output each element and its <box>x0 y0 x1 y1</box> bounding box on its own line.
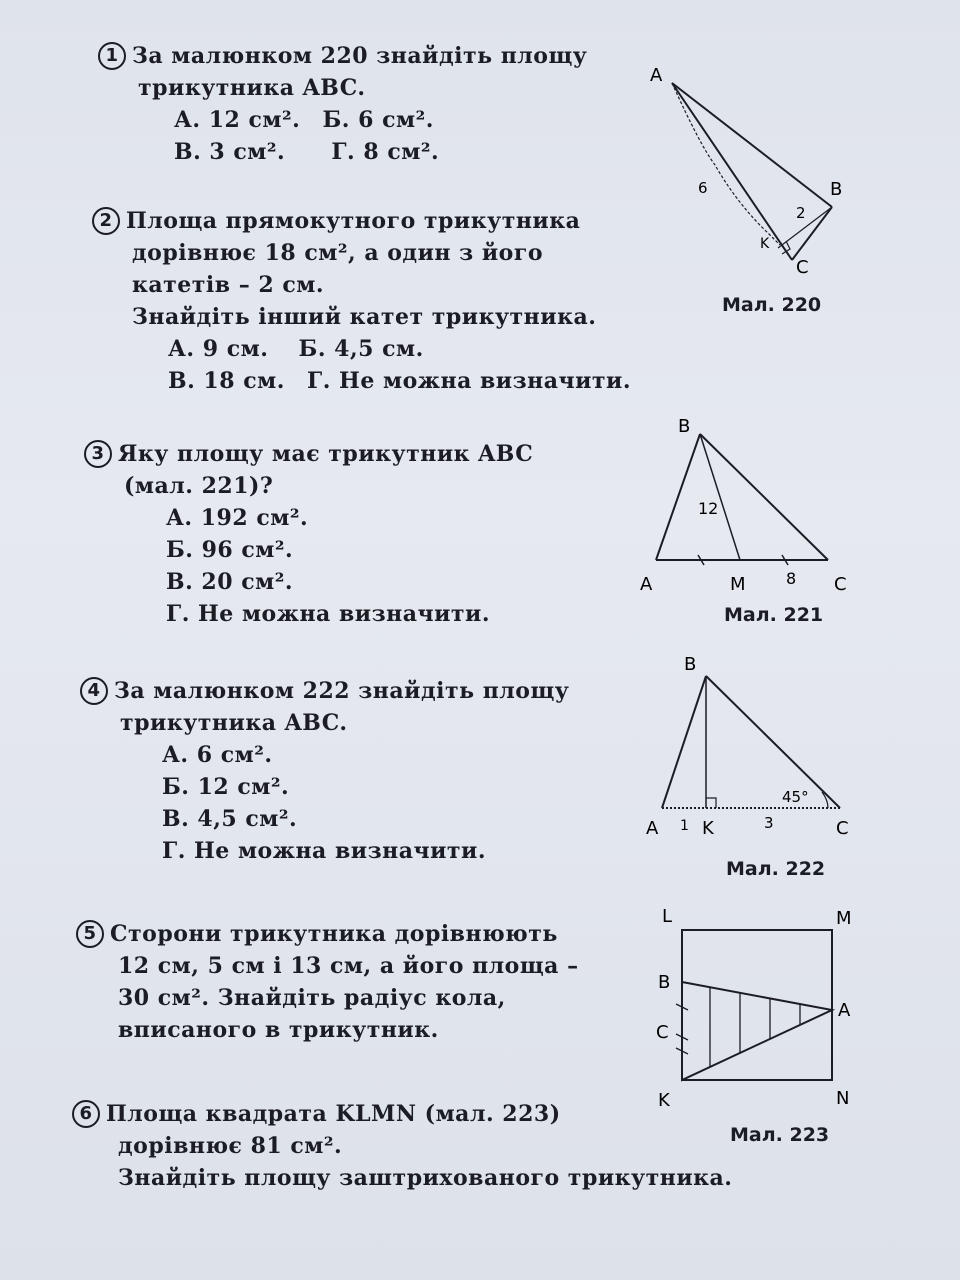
fig223-label-n: N <box>836 1088 850 1109</box>
fig220-side-ac <box>672 83 792 260</box>
fig222-label-a: A <box>646 818 659 839</box>
task-2-line-2: дорівнює 18 см², а один з його <box>132 240 543 266</box>
task-1-line-1: 1 За малюнком 220 знайдіть площу <box>98 40 587 72</box>
task-5-line-4: вписаного в трикутник. <box>118 1017 439 1043</box>
fig223-caption: Мал. 223 <box>730 1124 830 1146</box>
task-1-option-a: А. 12 см². <box>174 107 301 133</box>
fig223-label-c: C <box>656 1022 669 1043</box>
task-3-number: 3 <box>84 440 112 468</box>
task-1-option-d: Г. 8 см². <box>331 139 440 165</box>
task-2-option-d: Г. Не можна визначити. <box>307 368 632 394</box>
task-6-line-2: дорівнює 81 см². <box>118 1133 343 1159</box>
fig223-label-l: L <box>662 906 673 927</box>
fig220-label-c: C <box>796 257 809 278</box>
fig221-label-c: C <box>834 574 847 595</box>
fig220-length-ak: 6 <box>698 179 708 197</box>
task-3-option-c: В. 20 см². <box>166 569 293 595</box>
task-5-number: 5 <box>76 920 104 948</box>
task-6 <box>72 1098 732 1194</box>
task-4-line-2: трикутника ABC. <box>120 710 348 736</box>
task-3-option-d: Г. Не можна визначити. <box>166 601 490 627</box>
fig223-label-k: K <box>658 1090 670 1111</box>
fig221-label-m: M <box>730 574 746 595</box>
task-6-line-1: 6 Площа квадрата KLMN (мал. 223) <box>72 1098 732 1130</box>
task-3-option-b: Б. 96 см². <box>166 537 294 563</box>
fig223-label-a: A <box>838 1000 851 1021</box>
fig222-label-b: B <box>684 654 697 675</box>
fig220-side-ab <box>672 83 832 207</box>
fig222-side-ab <box>662 676 706 808</box>
fig221-side-ab <box>656 434 700 560</box>
figure-221 <box>630 410 870 600</box>
task-1-line-2: трикутника ABC. <box>138 75 366 101</box>
fig220-length-bk: 2 <box>796 204 806 222</box>
figure-223 <box>648 900 868 1120</box>
task-3-line-2: (мал. 221)? <box>124 473 274 499</box>
fig222-caption: Мал. 222 <box>726 858 826 880</box>
task-2-number: 2 <box>92 207 120 235</box>
task-2-options-row-1 <box>92 333 631 365</box>
fig223-label-b: B <box>658 972 671 993</box>
fig221-length-mc: 8 <box>786 569 797 588</box>
fig221-label-a: A <box>640 574 653 595</box>
task-4-option-d: Г. Не можна визначити. <box>162 838 486 864</box>
fig223-label-m: M <box>836 908 852 929</box>
task-6-number: 6 <box>72 1100 100 1128</box>
fig220-label-a: A <box>650 65 663 86</box>
fig220-label-b: B <box>830 179 843 200</box>
fig221-caption: Мал. 221 <box>724 604 824 626</box>
fig221-length-bm: 12 <box>698 499 719 518</box>
fig222-right-angle-mark <box>706 798 716 808</box>
task-4-option-c: В. 4,5 см². <box>162 806 298 832</box>
task-4-number: 4 <box>80 677 108 705</box>
task-3-line-1: 3 Яку площу має трикутник ABC <box>84 438 533 470</box>
fig222-angle-c: 45° <box>782 788 809 806</box>
task-3-option-a: А. 192 см². <box>166 505 309 531</box>
task-2-option-a: А. 9 см. <box>168 336 269 362</box>
task-2-options-row-2 <box>92 365 631 397</box>
task-5-line-3: 30 см². Знайдіть радіус кола, <box>118 985 506 1011</box>
task-2-line-3: катетів – 2 см. <box>132 272 324 298</box>
task-1-option-c: В. 3 см². <box>174 139 286 165</box>
fig223-shaded-triangle <box>682 982 832 1080</box>
task-4-option-a: А. 6 см². <box>162 742 273 768</box>
fig222-label-c: C <box>836 818 849 839</box>
fig221-label-b: B <box>678 416 691 437</box>
task-4-option-b: Б. 12 см². <box>162 774 290 800</box>
task-5-line-1: 5 Сторони трикутника дорівнюють <box>76 918 579 950</box>
fig220-label-k: K <box>760 236 770 252</box>
figure-222 <box>636 650 866 850</box>
task-6-line-3: Знайдіть площу заштрихованого трикутника. <box>118 1165 733 1191</box>
fig221-side-bc <box>700 434 828 560</box>
fig222-length-ak: 1 <box>680 818 689 834</box>
task-4-line-1: 4 За малюнком 222 знайдіть площу <box>80 675 569 707</box>
figure-220 <box>640 55 860 285</box>
task-4 <box>80 675 569 867</box>
task-3 <box>84 438 533 630</box>
fig222-side-bc <box>706 676 840 808</box>
task-1-number: 1 <box>98 42 126 70</box>
task-1 <box>98 40 587 168</box>
fig220-caption: Мал. 220 <box>722 294 822 316</box>
task-5-line-2: 12 см, 5 см і 13 см, а його площа – <box>118 953 579 979</box>
task-1-options-row-2 <box>98 136 587 168</box>
task-2-line-4: Знайдіть інший катет трикутника. <box>132 304 597 330</box>
task-2-option-b: Б. 4,5 см. <box>298 336 424 362</box>
task-2 <box>92 205 631 397</box>
fig222-label-k: K <box>702 818 714 839</box>
task-2-option-c: В. 18 см. <box>168 368 285 394</box>
task-2-line-1: 2 Площа прямокутного трикутника <box>92 205 631 237</box>
task-5 <box>76 918 579 1046</box>
fig222-length-kc: 3 <box>764 814 774 832</box>
task-1-option-b: Б. 6 см². <box>322 107 434 133</box>
task-1-options-row-1 <box>98 104 587 136</box>
